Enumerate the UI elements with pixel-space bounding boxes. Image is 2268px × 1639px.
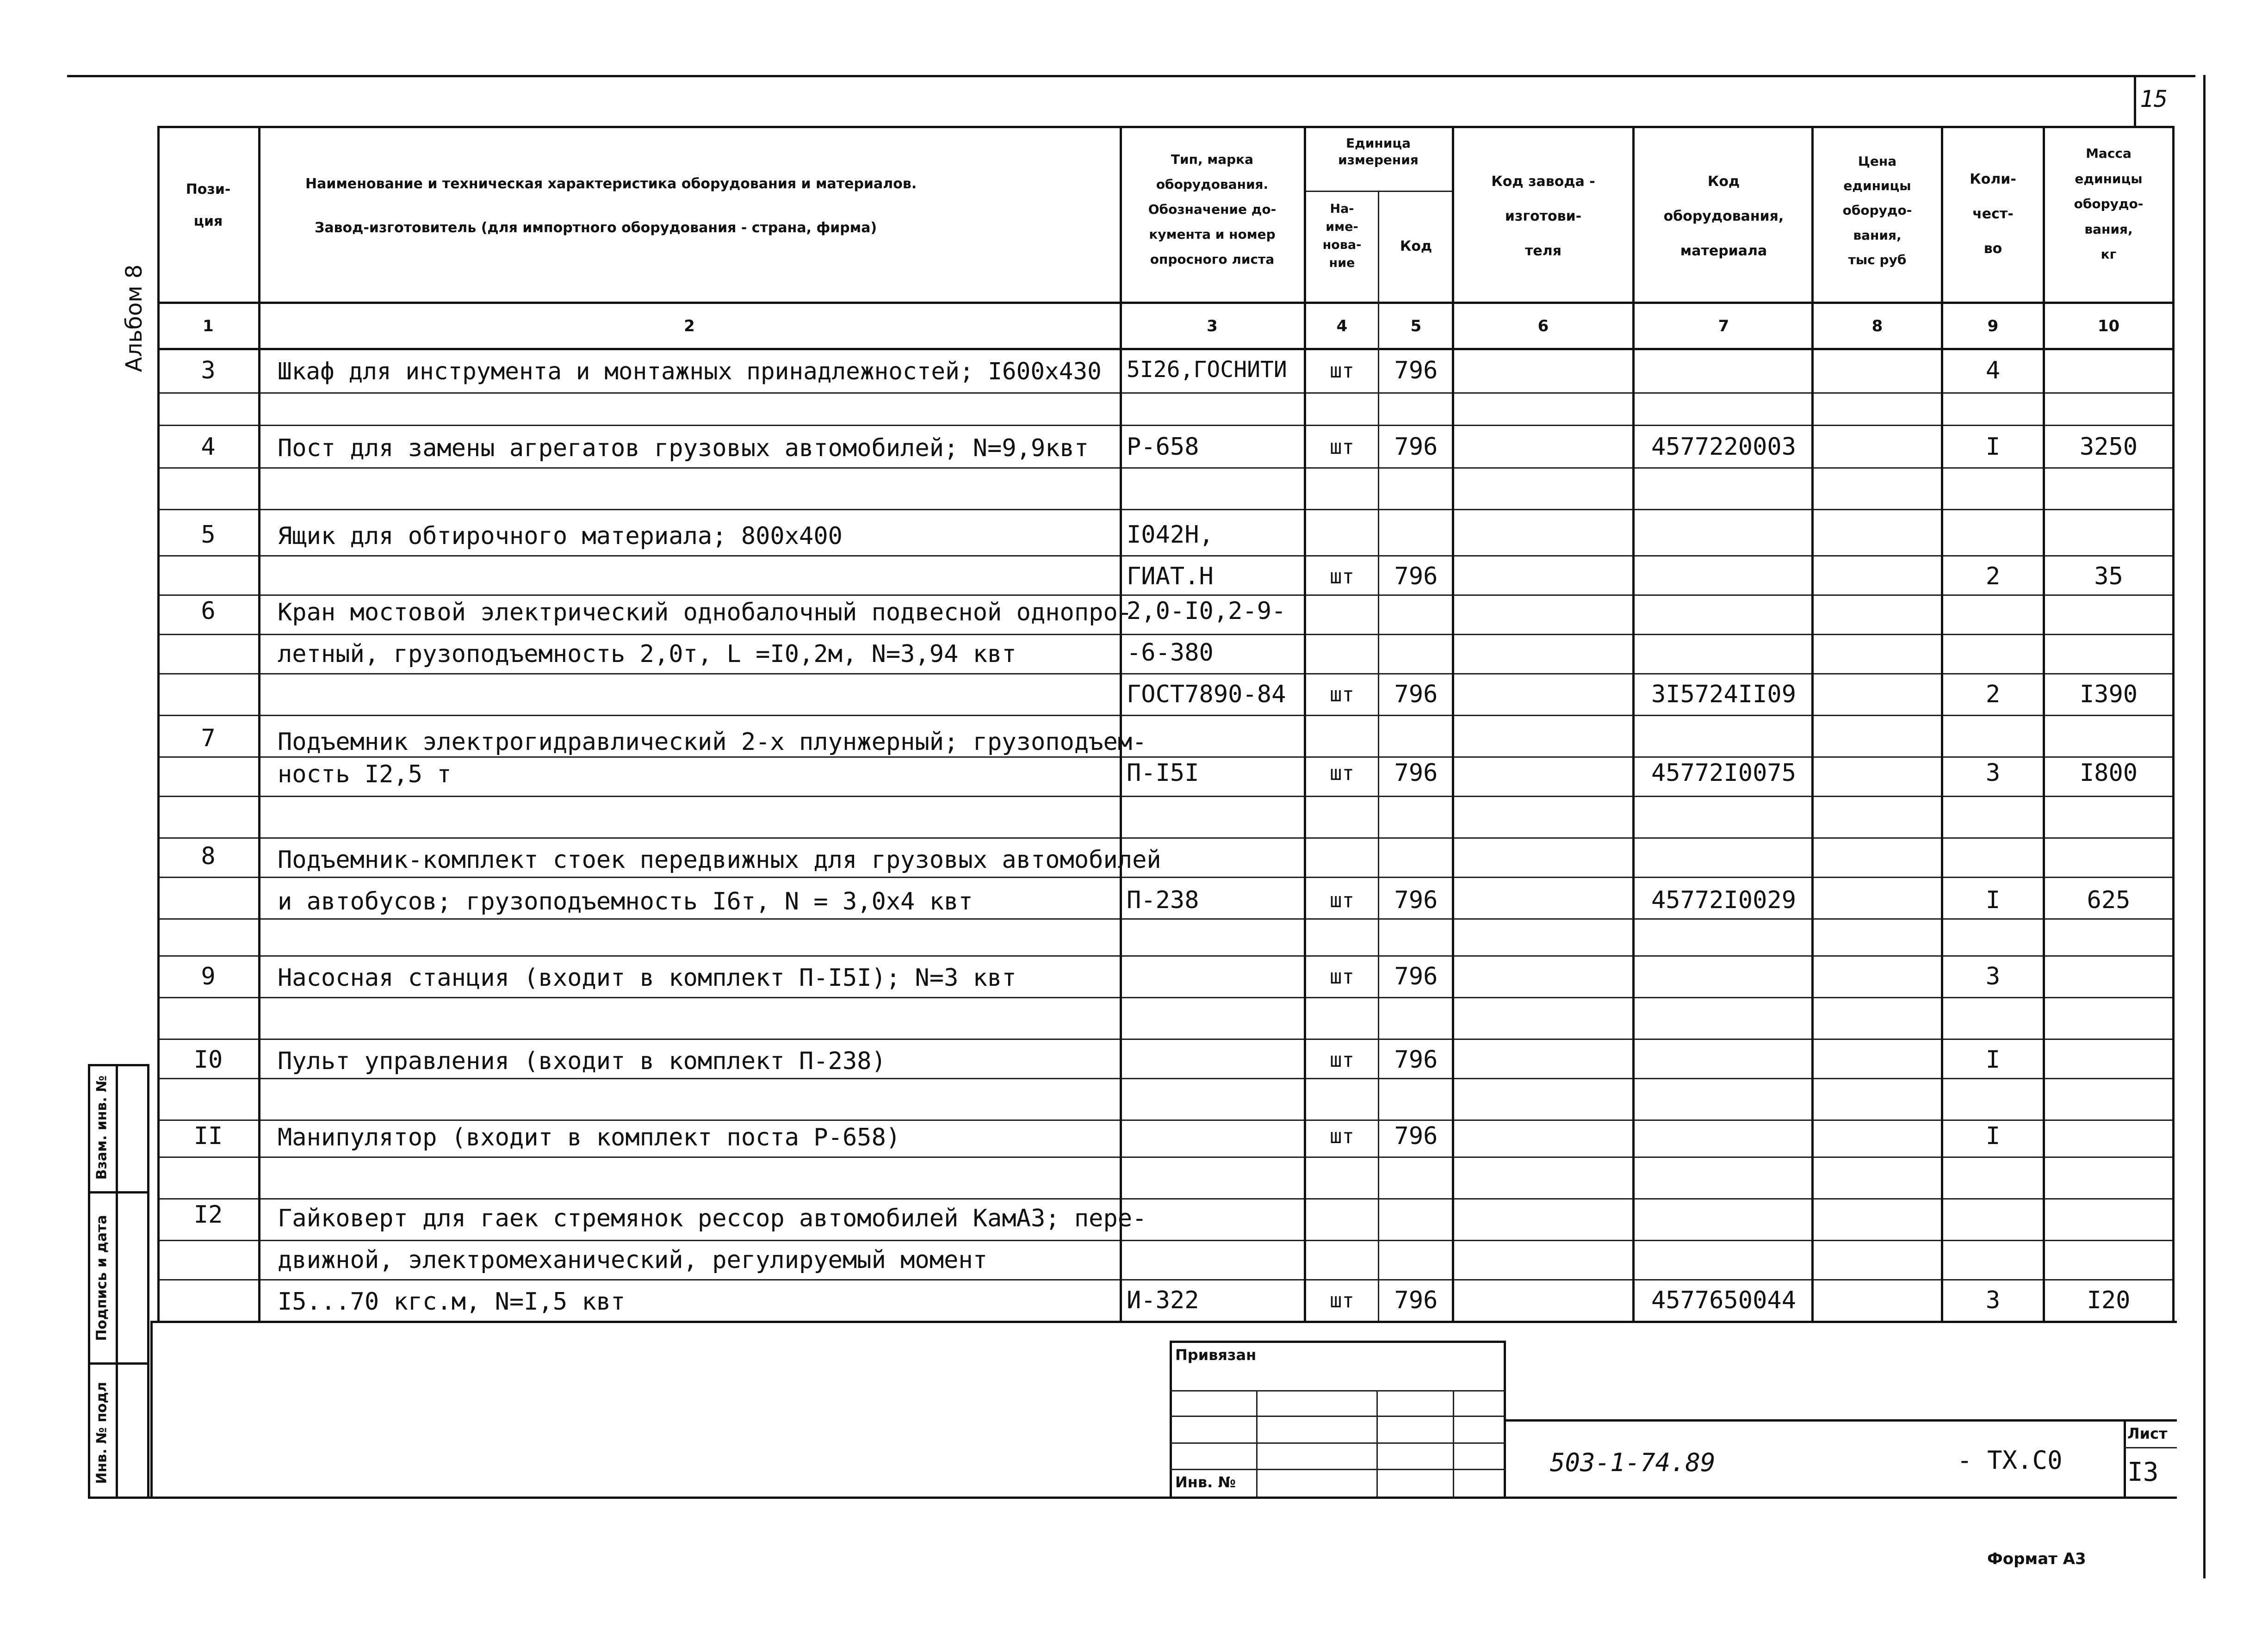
row-name: Пульт управления (входит в комплект П-238) [278, 1047, 886, 1075]
side-strip-line [88, 1362, 148, 1365]
row-quantity: 2 [1985, 563, 2001, 590]
row-name: Пост для замены агрегатов грузовых автомобилей; N=9,9квт [278, 434, 1089, 462]
row-type: I042H, [1127, 521, 1214, 549]
row-quantity: 4 [1985, 357, 2001, 384]
row-quantity: 3 [1985, 963, 2001, 990]
stamp-inv-no: Инв. № [1175, 1473, 1236, 1491]
row-type: ГИАТ.Н [1127, 563, 1214, 590]
col-num-1: 1 [203, 317, 214, 335]
row-unit: шт [1330, 761, 1354, 785]
bottom-frame-line [88, 1497, 2177, 1499]
col-num-5: 5 [1410, 317, 1422, 335]
row-type: И-322 [1127, 1286, 1199, 1314]
album-label: Альбом 8 [121, 264, 147, 372]
header-unit-group: Единица измерения [1338, 136, 1419, 168]
row-line [157, 1240, 2175, 1241]
row-name: Шкаф для инструмента и монтажных принадлежностей; I600x430 [278, 358, 1102, 385]
stamp-privyazan: Привязан [1175, 1346, 1257, 1364]
row-quantity: I [1985, 886, 2001, 914]
page-number-box [2134, 75, 2136, 126]
side-strip-line [88, 1191, 148, 1194]
row-line [157, 1279, 2175, 1280]
row-name: Ящик для обтирочного материала; 800x400 [278, 522, 843, 550]
row-name: и автобусов; грузоподъемность I6т, N = 3,0x4 квт [278, 888, 973, 915]
row-unit-code: 796 [1394, 1122, 1438, 1150]
row-unit: шт [1330, 1048, 1354, 1072]
row-line [157, 594, 2175, 596]
row-line [157, 1157, 2175, 1158]
row-name: летный, грузоподъемность 2,0т, L =I0,2м, N=3,94 квт [278, 640, 1016, 668]
code-area-line [2124, 1447, 2177, 1448]
row-line [157, 1078, 2175, 1079]
row-unit-code: 796 [1394, 563, 1438, 590]
stamp-line [1256, 1390, 1258, 1497]
header-position: Пози- ция [186, 181, 231, 229]
row-equip-code: 45772I0029 [1651, 886, 1797, 914]
header-equip-code: Код оборудования, материала [1663, 173, 1784, 259]
table-top [157, 126, 2175, 128]
row-quantity: I [1985, 433, 2001, 461]
side-strip-line [88, 1064, 90, 1499]
row-name: Насосная станция (входит в комплект П-I5I); N=3 квт [278, 964, 1016, 992]
header-quantity: Коли- чест- во [1970, 171, 2016, 257]
row-line [157, 877, 2175, 878]
row-line [157, 837, 2175, 839]
side-label-vzam: Взам. инв. № [93, 1075, 110, 1180]
row-unit: шт [1330, 683, 1354, 706]
col-num-2: 2 [684, 317, 695, 335]
row-line [157, 634, 2175, 635]
side-label-podpis: Подпись и дата [93, 1215, 110, 1341]
bottom-frame-line [150, 1321, 153, 1499]
row-type: Р-658 [1127, 433, 1199, 461]
row-line [157, 1039, 2175, 1040]
col-line [1378, 191, 1379, 1322]
row-position: 4 [201, 433, 216, 461]
row-quantity: I [1985, 1122, 2001, 1150]
col-line [258, 126, 260, 1322]
row-unit-code: 796 [1394, 1046, 1438, 1074]
stamp-line [1170, 1469, 1505, 1470]
row-line [157, 715, 2175, 716]
header-unit-name: На- име- нова- ние [1322, 202, 1362, 271]
row-line [157, 997, 2175, 998]
table-bottom [150, 1321, 2177, 1323]
row-quantity: 3 [1985, 1286, 2001, 1314]
col-num-3: 3 [1207, 317, 1218, 335]
row-equip-code: 4577650044 [1651, 1286, 1797, 1314]
col-num-6: 6 [1537, 317, 1549, 335]
col-num-7: 7 [1718, 317, 1729, 335]
row-line [157, 392, 2175, 394]
col-num-9: 9 [1987, 317, 1999, 335]
col-line [1452, 126, 1454, 1322]
row-position: I0 [193, 1046, 223, 1074]
row-name: Кран мостовой электрический однобалочный подвесной однопро- [278, 599, 1133, 626]
header-mass: Масса единицы оборудо- вания, кг [2074, 146, 2144, 262]
row-line [157, 796, 2175, 797]
row-position: 6 [201, 597, 216, 625]
row-unit: шт [1330, 1289, 1354, 1312]
row-line [157, 555, 2175, 557]
row-name: Гайковерт для гаек стремянок рессор автомобилей КамАЗ; пере- [278, 1205, 1147, 1232]
row-line [157, 955, 2175, 957]
row-type: ГОСТ7890-84 [1127, 680, 1286, 708]
document-suffix: - ТХ.С0 [1957, 1446, 2063, 1475]
row-mass: 35 [2094, 563, 2123, 590]
header-unit-code: Код [1400, 238, 1432, 254]
row-unit-code: 796 [1394, 1286, 1438, 1314]
top-border-line [67, 75, 2195, 77]
row-unit-code: 796 [1394, 886, 1438, 914]
row-mass: I20 [2087, 1286, 2131, 1314]
row-unit-code: 796 [1394, 963, 1438, 990]
stamp-line [1170, 1416, 1505, 1417]
row-mass: 625 [2087, 886, 2131, 914]
code-area-line [2124, 1419, 2126, 1498]
row-line [157, 1198, 2175, 1200]
row-name: I5...70 кгс.м, N=I,5 квт [278, 1288, 626, 1316]
format-label: Формат А3 [1987, 1550, 2086, 1568]
row-unit: шт [1330, 565, 1354, 588]
row-equip-code: 4577220003 [1651, 433, 1797, 461]
row-mass: I390 [2079, 680, 2138, 708]
side-label-inv: Инв. № подл [93, 1382, 110, 1484]
row-type: -6-380 [1127, 639, 1214, 667]
row-line [157, 425, 2175, 426]
row-unit-code: 796 [1394, 357, 1438, 384]
row-position: 9 [201, 963, 216, 990]
stamp-line [1170, 1442, 1505, 1444]
col-line [2043, 126, 2045, 1322]
stamp-line [1170, 1341, 1505, 1343]
row-position: 3 [201, 357, 216, 384]
row-unit: шт [1330, 965, 1354, 989]
col-line [1811, 126, 1814, 1322]
row-unit: шт [1330, 889, 1354, 912]
row-unit: шт [1330, 359, 1354, 383]
stamp-line [1376, 1390, 1378, 1497]
row-type: 2,0-I0,2-9- [1127, 597, 1286, 625]
row-position: II [193, 1122, 223, 1150]
row-type: П-I5I [1127, 759, 1199, 787]
row-unit: шт [1330, 435, 1354, 459]
side-strip-line [147, 1064, 149, 1499]
row-unit-code: 796 [1394, 759, 1438, 787]
row-position: I2 [193, 1201, 223, 1229]
code-area-line [1504, 1419, 2177, 1422]
header-bottom [157, 302, 2175, 304]
row-unit-code: 796 [1394, 680, 1438, 708]
numbers-bottom [157, 348, 2175, 350]
document-code: 503-1-74.89 [1550, 1448, 1716, 1477]
row-position: 5 [201, 521, 216, 549]
page-number: 15 [2140, 86, 2168, 112]
sheet-label: Лист [2127, 1425, 2168, 1442]
row-mass: 3250 [2079, 433, 2138, 461]
stamp-line [1170, 1390, 1505, 1392]
row-quantity: 3 [1985, 759, 2001, 787]
row-name: движной, электромеханический, регулируемый момент [278, 1246, 988, 1274]
row-equip-code: 3I5724II09 [1651, 680, 1797, 708]
row-name: Манипулятор (входит в комплект поста Р-658) [278, 1124, 901, 1151]
row-mass: I800 [2079, 759, 2138, 787]
row-line [157, 1119, 2175, 1121]
row-quantity: I [1985, 1046, 2001, 1074]
col-num-10: 10 [2097, 317, 2120, 335]
row-quantity: 2 [1985, 680, 2001, 708]
col-num-8: 8 [1871, 317, 1883, 335]
row-type: 5I26,ГОСНИТИ [1127, 357, 1287, 383]
side-strip-line [116, 1064, 118, 1499]
row-line [157, 467, 2175, 469]
row-type: П-238 [1127, 886, 1199, 914]
row-name: Подъемник электрогидравлический 2-х плунжерный; грузоподъем- [278, 728, 1147, 756]
header-maker-code: Код завода - изготови- теля [1491, 173, 1595, 259]
col-line [1120, 126, 1122, 1322]
row-position: 8 [201, 842, 216, 870]
row-unit-code: 796 [1394, 433, 1438, 461]
stamp-line [1453, 1390, 1454, 1497]
row-position: 7 [201, 724, 216, 752]
col-line [1632, 126, 1635, 1322]
row-unit: шт [1330, 1125, 1354, 1148]
header-type: Тип, марка оборудования. Обозначение до- кумента и номер опросного листа [1148, 152, 1277, 267]
stamp-line [1170, 1341, 1172, 1498]
sheet-number: I3 [2127, 1457, 2159, 1487]
right-border-line [2203, 75, 2206, 1578]
header-name-line1: Наименование и техническая характеристика оборудования и материалов. [305, 176, 917, 192]
row-line [157, 918, 2175, 920]
col-num-4: 4 [1336, 317, 1348, 335]
row-line [157, 756, 2175, 758]
row-line [157, 509, 2175, 510]
row-equip-code: 45772I0075 [1651, 759, 1797, 787]
row-line [157, 673, 2175, 674]
row-name: ность I2,5 т [278, 761, 452, 788]
row-name: Подъемник-комплект стоек передвижных для грузовых автомобилей [278, 846, 1161, 874]
col-line [2172, 126, 2175, 1322]
header-name-line2: Завод-изготовитель (для импортного оборудования - страна, фирма) [315, 220, 877, 236]
header-price: Цена единицы оборудо- вания, тыс руб [1842, 154, 1912, 267]
